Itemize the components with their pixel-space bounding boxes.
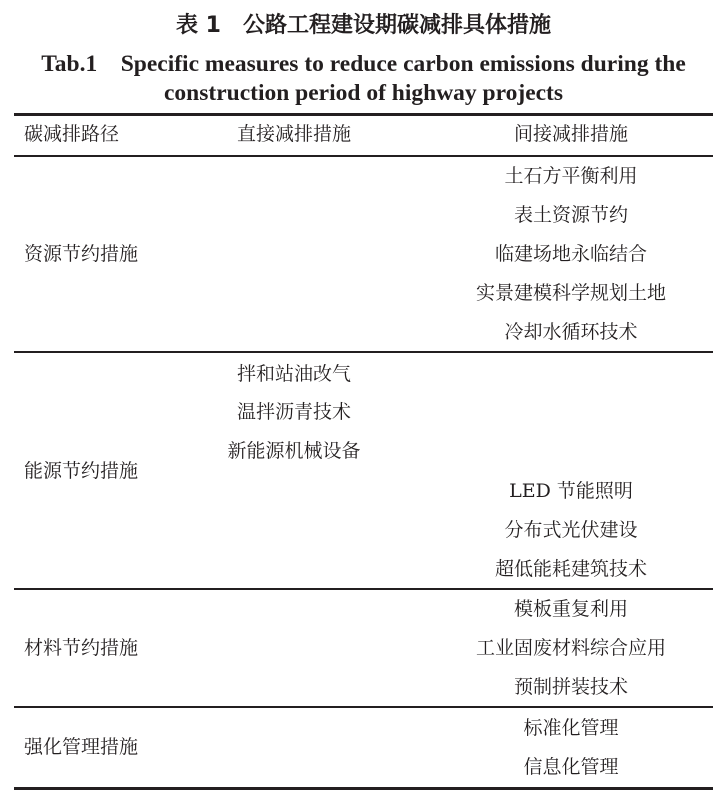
group-divider bbox=[14, 588, 713, 590]
group-path-energy: 能源节约措施 bbox=[24, 460, 139, 482]
group-path-resource: 资源节约措施 bbox=[24, 243, 139, 265]
caption-english-line-1: Tab.1 Specific measures to reduce carbon emissions during the bbox=[41, 51, 686, 77]
table-caption-chinese: 表 1 公路工程建设期碳减排具体措施 bbox=[176, 13, 551, 38]
group-divider bbox=[14, 351, 713, 353]
group-path-management: 强化管理措施 bbox=[24, 736, 139, 758]
group-divider bbox=[14, 706, 713, 708]
table-bottom-rule bbox=[14, 787, 713, 790]
header-rule bbox=[14, 155, 713, 157]
table-caption-english bbox=[0, 50, 727, 108]
caption-english-line-2: construction period of highway projects bbox=[163, 80, 564, 106]
table-top-rule bbox=[14, 113, 713, 116]
group-path-material: 材料节约措施 bbox=[24, 637, 139, 659]
header-path: 碳减排路径 bbox=[24, 123, 120, 145]
